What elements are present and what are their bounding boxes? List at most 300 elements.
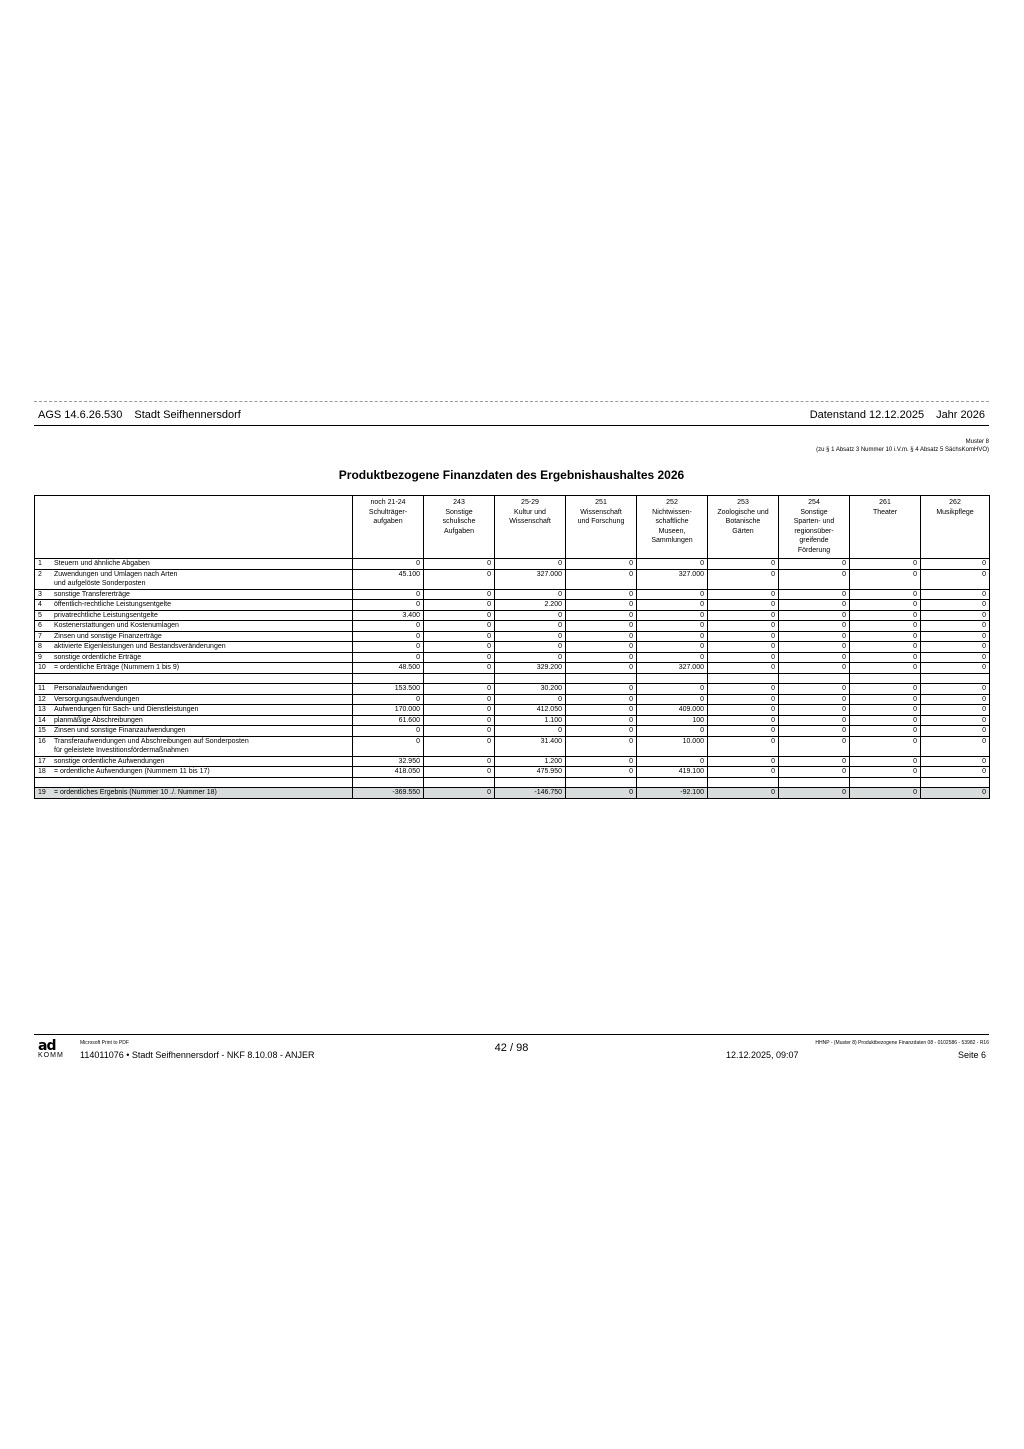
value-cell: 32.950: [353, 756, 424, 767]
row-label: Zuwendungen und Umlagen nach Arten und aufgelöste Sonderposten: [54, 570, 178, 587]
value-cell: 0: [779, 621, 850, 632]
page-counter: 42 / 98: [494, 1042, 529, 1054]
row-label-cell: [35, 569, 353, 589]
value-cell: 0: [921, 684, 990, 695]
value-cell: 0: [424, 652, 495, 663]
row-label: planmäßige Abschreibungen: [54, 716, 143, 724]
value-cell: 0: [708, 694, 779, 705]
value-cell: 0: [921, 589, 990, 600]
row-label-cell: [35, 559, 353, 570]
column-header: 243 Sonstige schulische Aufgaben: [424, 496, 495, 559]
value-cell: 0: [921, 715, 990, 726]
table-row: [35, 684, 990, 695]
row-label-cell: [35, 715, 353, 726]
row-number: 19: [38, 789, 46, 796]
value-cell: 0: [637, 610, 708, 621]
row-label-cell: [35, 767, 353, 778]
value-cell: 0: [495, 642, 566, 653]
value-cell: 0: [353, 652, 424, 663]
value-cell: 0: [708, 736, 779, 756]
value-cell: 0: [637, 631, 708, 642]
value-cell: [779, 673, 850, 684]
value-cell: 0: [708, 589, 779, 600]
row-label-cell: [35, 652, 353, 663]
value-cell: 0: [566, 621, 637, 632]
row-label: öffentlich-rechtliche Leistungsentgelte: [54, 601, 172, 608]
row-label: sonstige ordentliche Erträge: [54, 653, 142, 661]
row-number: 10: [38, 664, 46, 671]
value-cell: 1.200: [495, 756, 566, 767]
value-cell: 0: [921, 663, 990, 674]
value-cell: 327.000: [495, 569, 566, 589]
column-header: 251 Wissenschaft und Forschung: [566, 496, 637, 559]
value-cell: 0: [495, 631, 566, 642]
row-label-cell: [35, 756, 353, 767]
row-number: 1: [38, 560, 42, 567]
row-number: 3: [38, 590, 42, 598]
row-label: Steuern und ähnliche Abgaben: [54, 560, 150, 567]
table-row: [35, 767, 990, 778]
row-label: = ordentliche Aufwendungen (Nummern 11 bis 17): [54, 768, 210, 775]
value-cell: [637, 673, 708, 684]
value-cell: 0: [921, 631, 990, 642]
value-cell: 0: [850, 705, 921, 716]
value-cell: 0: [850, 621, 921, 632]
value-cell: 0: [353, 559, 424, 570]
value-cell: 0: [708, 705, 779, 716]
value-cell: 0: [779, 652, 850, 663]
row-label: Versorgungsaufwendungen: [54, 695, 140, 703]
value-cell: 0: [353, 631, 424, 642]
value-cell: 170.000: [353, 705, 424, 716]
value-cell: 0: [921, 652, 990, 663]
row-number: 8: [38, 643, 42, 650]
value-cell: [708, 777, 779, 788]
value-cell: 0: [566, 736, 637, 756]
value-cell: 0: [566, 767, 637, 778]
value-cell: 0: [921, 642, 990, 653]
value-cell: 0: [921, 569, 990, 589]
value-cell: 0: [566, 788, 637, 799]
value-cell: 0: [566, 610, 637, 621]
value-cell: 0: [921, 767, 990, 778]
value-cell: 0: [424, 621, 495, 632]
value-cell: 0: [495, 610, 566, 621]
value-cell: 100: [637, 715, 708, 726]
row-label-cell: [35, 705, 353, 716]
value-cell: 0: [779, 715, 850, 726]
row-label: aktivierte Eigenleistungen und Bestandsveränderungen: [54, 643, 226, 650]
value-cell: 0: [850, 610, 921, 621]
table-row: [35, 726, 990, 737]
value-cell: 0: [850, 559, 921, 570]
ags-code: AGS 14.6.26.530: [38, 409, 123, 421]
row-label-cell: [35, 694, 353, 705]
value-cell: 0: [779, 726, 850, 737]
value-cell: 0: [850, 788, 921, 799]
value-cell: 153.500: [353, 684, 424, 695]
value-cell: 0: [424, 694, 495, 705]
value-cell: [566, 673, 637, 684]
value-cell: 0: [708, 621, 779, 632]
table-row: [35, 589, 990, 600]
print-datetime: 12.12.2025, 09:07: [726, 1050, 799, 1060]
row-number: 9: [38, 653, 42, 661]
value-cell: 0: [708, 559, 779, 570]
value-cell: 0: [637, 600, 708, 611]
row-label-cell: [35, 684, 353, 695]
table-row: [35, 559, 990, 570]
row-label: Zinsen und sonstige Finanzerträge: [54, 632, 162, 640]
row-label-cell: [35, 788, 353, 799]
value-cell: 0: [850, 569, 921, 589]
column-header: 262 Musikpflege: [921, 496, 990, 559]
value-cell: 0: [424, 642, 495, 653]
value-cell: 0: [424, 715, 495, 726]
value-cell: 0: [779, 569, 850, 589]
logo-mark: ad: [38, 1038, 56, 1054]
row-number: 17: [38, 757, 46, 765]
value-cell: 0: [495, 589, 566, 600]
top-dashed-divider: [34, 401, 989, 402]
column-header: 254 Sonstige Sparten- und regionsüber- greifende Förderung: [779, 496, 850, 559]
document-id: 114011076 • Stadt Seifhennersdorf - NKF 8.10.08 - ANJER: [80, 1050, 315, 1060]
value-cell: 0: [921, 610, 990, 621]
value-cell: 0: [708, 715, 779, 726]
seite-number: Seite 6: [957, 1050, 986, 1060]
report-reference: HHNP - (Muster 8) Produktbezogene Finanzdaten 08 - 0102586 - 53982 - R16: [815, 1040, 989, 1046]
value-cell: 0: [566, 652, 637, 663]
value-cell: 0: [353, 589, 424, 600]
value-cell: 0: [921, 736, 990, 756]
value-cell: [495, 673, 566, 684]
value-cell: 10.000: [637, 736, 708, 756]
row-label: Aufwendungen für Sach- und Dienstleistungen: [54, 706, 199, 713]
value-cell: 0: [637, 589, 708, 600]
row-number: 12: [38, 695, 46, 703]
value-cell: 45.100: [353, 569, 424, 589]
value-cell: 419.100: [637, 767, 708, 778]
value-cell: -369.550: [353, 788, 424, 799]
page-title: Produktbezogene Finanzdaten des Ergebnishaushaltes 2026: [338, 468, 685, 482]
value-cell: [921, 777, 990, 788]
value-cell: 0: [353, 726, 424, 737]
value-cell: 0: [779, 600, 850, 611]
value-cell: 0: [708, 756, 779, 767]
value-cell: 0: [779, 559, 850, 570]
value-cell: 0: [424, 788, 495, 799]
value-cell: 0: [921, 600, 990, 611]
value-cell: 2.200: [495, 600, 566, 611]
value-cell: 31.400: [495, 736, 566, 756]
value-cell: 0: [495, 694, 566, 705]
value-cell: 0: [424, 559, 495, 570]
row-label: sonstige ordentliche Aufwendungen: [54, 757, 165, 765]
column-header: noch 21-24 Schulträger- aufgaben: [353, 496, 424, 559]
row-number: 7: [38, 632, 42, 640]
row-label: Kostenerstattungen und Kostenumlagen: [54, 622, 179, 629]
value-cell: 0: [566, 600, 637, 611]
value-cell: 0: [850, 726, 921, 737]
row-number: 15: [38, 727, 46, 734]
value-cell: 0: [424, 631, 495, 642]
value-cell: 0: [424, 726, 495, 737]
value-cell: 0: [779, 756, 850, 767]
value-cell: 0: [921, 756, 990, 767]
row-label: Transferaufwendungen und Abschreibungen auf Sonderposten für geleistete Investitionsfördermaßnahmen: [54, 737, 249, 754]
value-cell: 0: [637, 642, 708, 653]
footer-rule: [34, 1034, 989, 1035]
value-cell: 0: [495, 621, 566, 632]
value-cell: 0: [424, 705, 495, 716]
spacer-row: [35, 777, 990, 788]
total-row: [35, 788, 990, 799]
value-cell: 475.950: [495, 767, 566, 778]
value-cell: 0: [566, 642, 637, 653]
data-date: Datenstand 12.12.2025: [809, 409, 925, 421]
value-cell: 0: [566, 589, 637, 600]
value-cell: 0: [708, 610, 779, 621]
column-header: 25-29 Kultur und Wissenschaft: [495, 496, 566, 559]
value-cell: 0: [566, 715, 637, 726]
row-label-cell: [35, 777, 353, 788]
row-label: Zinsen und sonstige Finanzaufwendungen: [54, 727, 186, 734]
value-cell: 0: [424, 767, 495, 778]
value-cell: [424, 777, 495, 788]
value-cell: 0: [850, 715, 921, 726]
value-cell: 0: [424, 684, 495, 695]
value-cell: 0: [850, 694, 921, 705]
row-label-cell: [35, 600, 353, 611]
value-cell: 0: [566, 694, 637, 705]
printer-name: Microsoft Print to PDF: [80, 1040, 129, 1046]
value-cell: 0: [850, 600, 921, 611]
table-row: [35, 663, 990, 674]
value-cell: 30.200: [495, 684, 566, 695]
spacer-row: [35, 673, 990, 684]
value-cell: 0: [566, 756, 637, 767]
row-number: 14: [38, 716, 46, 724]
value-cell: 0: [850, 589, 921, 600]
value-cell: 0: [566, 726, 637, 737]
value-cell: 0: [424, 600, 495, 611]
budget-year: Jahr 2026: [936, 409, 985, 421]
form-reference: [816, 438, 989, 454]
row-number: 4: [38, 601, 42, 608]
table-row: [35, 600, 990, 611]
value-cell: 0: [495, 652, 566, 663]
logo-subtext: KOMM: [38, 1052, 64, 1059]
value-cell: 3.400: [353, 610, 424, 621]
value-cell: 0: [779, 663, 850, 674]
table-row: [35, 694, 990, 705]
row-number: 2: [38, 570, 42, 578]
table-row: [35, 705, 990, 716]
value-cell: 0: [566, 569, 637, 589]
label-column-header: [35, 496, 353, 559]
value-cell: 0: [353, 600, 424, 611]
value-cell: 0: [921, 694, 990, 705]
value-cell: [495, 777, 566, 788]
value-cell: 0: [424, 589, 495, 600]
value-cell: 0: [566, 663, 637, 674]
row-label: = ordentliche Erträge (Nummern 1 bis 9): [54, 664, 180, 671]
value-cell: 0: [850, 652, 921, 663]
value-cell: 418.050: [353, 767, 424, 778]
city-name: Stadt Seifhennersdorf: [134, 409, 241, 421]
value-cell: 0: [637, 559, 708, 570]
value-cell: 0: [708, 631, 779, 642]
row-label: sonstige Transfererträge: [54, 590, 130, 598]
value-cell: [566, 777, 637, 788]
value-cell: 0: [424, 663, 495, 674]
value-cell: 0: [424, 736, 495, 756]
value-cell: -146.750: [495, 788, 566, 799]
value-cell: 0: [424, 756, 495, 767]
table-row: [35, 569, 990, 589]
row-number: 6: [38, 622, 42, 629]
value-cell: 409.000: [637, 705, 708, 716]
value-cell: 0: [779, 589, 850, 600]
row-number: 5: [38, 611, 42, 619]
value-cell: [353, 673, 424, 684]
column-header: 253 Zoologische und Botanische Gärten: [708, 496, 779, 559]
value-cell: 0: [353, 736, 424, 756]
value-cell: 0: [850, 663, 921, 674]
row-label: = ordentliches Ergebnis (Nummer 10 ./. Nummer 18): [54, 789, 217, 796]
value-cell: 0: [708, 726, 779, 737]
value-cell: 0: [566, 631, 637, 642]
value-cell: 48.500: [353, 663, 424, 674]
value-cell: [850, 777, 921, 788]
value-cell: 0: [495, 559, 566, 570]
value-cell: 0: [708, 642, 779, 653]
value-cell: 0: [850, 631, 921, 642]
value-cell: 0: [779, 631, 850, 642]
muster-number: Muster 8: [965, 439, 989, 445]
value-cell: 0: [566, 705, 637, 716]
value-cell: 0: [850, 756, 921, 767]
value-cell: 329.200: [495, 663, 566, 674]
value-cell: 412.050: [495, 705, 566, 716]
column-header: 261 Theater: [850, 496, 921, 559]
table-row: [35, 652, 990, 663]
value-cell: 0: [424, 569, 495, 589]
value-cell: 0: [566, 684, 637, 695]
value-cell: 0: [921, 788, 990, 799]
value-cell: 0: [921, 705, 990, 716]
header-rule: [34, 425, 989, 426]
muster-legal-basis: (zu § 1 Absatz 3 Nummer 10 i.V.m. § 4 Absatz 5 SächsKomHVO): [816, 447, 989, 453]
table-body: [35, 559, 990, 799]
row-label-cell: [35, 663, 353, 674]
value-cell: 0: [921, 621, 990, 632]
value-cell: 0: [850, 767, 921, 778]
value-cell: 0: [566, 559, 637, 570]
value-cell: 0: [708, 600, 779, 611]
value-cell: 0: [850, 684, 921, 695]
value-cell: 327.000: [637, 569, 708, 589]
value-cell: 0: [779, 736, 850, 756]
value-cell: 0: [637, 756, 708, 767]
row-label-cell: [35, 726, 353, 737]
value-cell: 0: [779, 694, 850, 705]
value-cell: [921, 673, 990, 684]
value-cell: [779, 777, 850, 788]
value-cell: 0: [850, 642, 921, 653]
value-cell: 0: [353, 642, 424, 653]
row-number: 13: [38, 706, 46, 713]
page-header: [34, 409, 989, 425]
table-header-row: [35, 496, 990, 559]
value-cell: 0: [353, 621, 424, 632]
row-label-cell: [35, 610, 353, 621]
row-label-cell: [35, 589, 353, 600]
value-cell: 0: [921, 726, 990, 737]
value-cell: 327.000: [637, 663, 708, 674]
value-cell: 0: [779, 767, 850, 778]
value-cell: 0: [637, 726, 708, 737]
value-cell: [424, 673, 495, 684]
value-cell: 0: [708, 652, 779, 663]
row-number: 11: [38, 685, 46, 692]
value-cell: 61.600: [353, 715, 424, 726]
value-cell: 0: [495, 726, 566, 737]
value-cell: 0: [637, 684, 708, 695]
value-cell: 1.100: [495, 715, 566, 726]
value-cell: 0: [779, 642, 850, 653]
value-cell: [850, 673, 921, 684]
row-label-cell: [35, 621, 353, 632]
value-cell: 0: [708, 569, 779, 589]
value-cell: 0: [779, 684, 850, 695]
table-row: [35, 642, 990, 653]
value-cell: 0: [424, 610, 495, 621]
row-label-cell: [35, 736, 353, 756]
table-row: [35, 631, 990, 642]
table-row: [35, 715, 990, 726]
value-cell: [708, 673, 779, 684]
value-cell: 0: [779, 788, 850, 799]
table-row: [35, 610, 990, 621]
value-cell: 0: [708, 663, 779, 674]
value-cell: 0: [637, 652, 708, 663]
column-header: 252 Nichtwissen- schaftliche Museen, Sammlungen: [637, 496, 708, 559]
value-cell: 0: [921, 559, 990, 570]
table-row: [35, 736, 990, 756]
value-cell: [637, 777, 708, 788]
value-cell: 0: [708, 788, 779, 799]
row-label-cell: [35, 642, 353, 653]
value-cell: 0: [708, 767, 779, 778]
value-cell: [353, 777, 424, 788]
value-cell: 0: [637, 621, 708, 632]
value-cell: 0: [779, 705, 850, 716]
value-cell: -92.100: [637, 788, 708, 799]
table-row: [35, 621, 990, 632]
value-cell: 0: [353, 694, 424, 705]
row-number: 16: [38, 737, 46, 745]
row-label-cell: [35, 631, 353, 642]
value-cell: 0: [779, 610, 850, 621]
row-label: Personalaufwendungen: [54, 685, 128, 692]
row-label: privatrechtliche Leistungsentgelte: [54, 611, 158, 619]
table-row: [35, 756, 990, 767]
value-cell: 0: [850, 736, 921, 756]
value-cell: 0: [637, 694, 708, 705]
value-cell: 0: [708, 684, 779, 695]
row-number: 18: [38, 768, 46, 775]
